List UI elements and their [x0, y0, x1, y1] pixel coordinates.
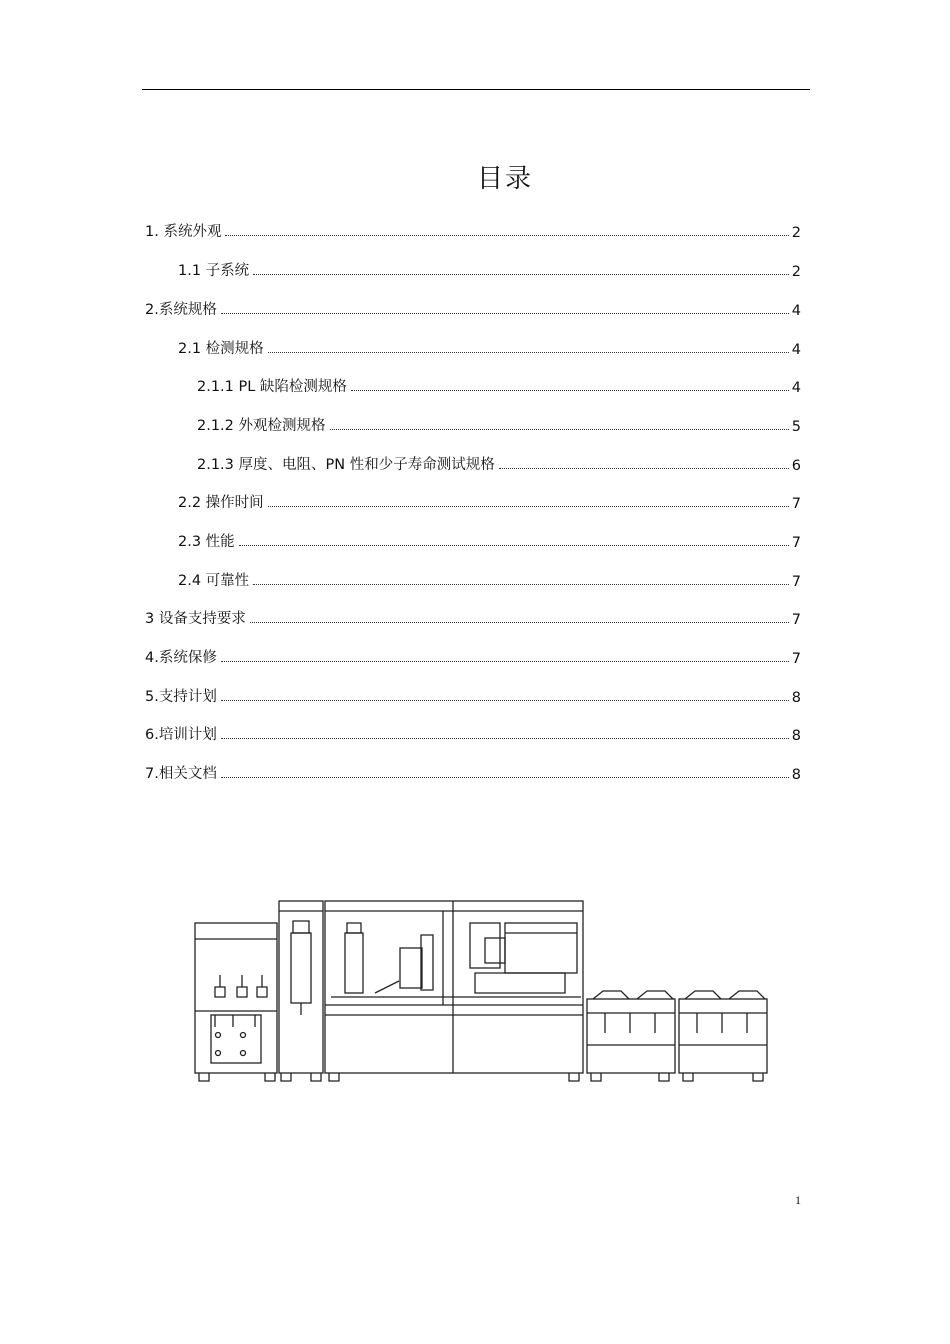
toc-leader-dots: [499, 467, 789, 469]
toc-leader-dots: [221, 312, 789, 314]
toc-leader-dots: [253, 583, 789, 585]
toc-entry-label: 2.2 操作时间: [178, 495, 264, 511]
toc-entry-page: 8: [791, 690, 801, 706]
toc-leader-dots: [268, 351, 789, 353]
toc-leader-dots: [330, 428, 789, 430]
toc-entry[interactable]: [197, 413, 801, 435]
toc-entry-label: 2.1.1 PL 缺陷检测规格: [197, 379, 347, 395]
toc-entry-page: 7: [791, 612, 801, 628]
page-number: 1: [795, 1193, 801, 1207]
toc-entry-label: 2.1 检测规格: [178, 341, 264, 357]
header-rule: [142, 89, 810, 90]
toc-entry-label: 6.培训计划: [145, 727, 217, 743]
toc-entry-page: 7: [791, 651, 801, 667]
toc-entry[interactable]: [145, 645, 801, 667]
toc-entry[interactable]: [145, 219, 801, 241]
toc-entry-label: 1.1 子系统: [178, 263, 250, 279]
toc-entry-page: 6: [791, 458, 801, 474]
toc-entry-label: 1. 系统外观: [145, 224, 222, 240]
toc-entry-label: 3 设备支持要求: [145, 611, 246, 627]
toc-entry-page: 7: [791, 535, 801, 551]
toc-entry-label: 2.3 性能: [178, 534, 235, 550]
toc-entry[interactable]: [197, 452, 801, 474]
toc-entry[interactable]: [145, 297, 801, 319]
toc-leader-dots: [221, 660, 789, 662]
toc-title: 目录: [476, 164, 533, 194]
toc-entry[interactable]: [145, 684, 801, 706]
toc-entry[interactable]: [145, 761, 801, 783]
toc-entry-page: 7: [791, 496, 801, 512]
toc-entry-page: 2: [791, 225, 801, 241]
toc-entry-label: 2.4 可靠性: [178, 573, 250, 589]
toc-leader-dots: [268, 505, 789, 507]
toc-entry-page: 2: [791, 264, 801, 280]
toc-entry-label: 4.系统保修: [145, 650, 217, 666]
toc-leader-dots: [250, 621, 789, 623]
toc-entry-label: 2.1.2 外观检测规格: [197, 418, 326, 434]
toc-leader-dots: [221, 737, 789, 739]
toc-leader-dots: [221, 776, 789, 778]
toc-entry-page: 8: [791, 767, 801, 783]
toc-entry-page: 4: [791, 342, 801, 358]
toc-leader-dots: [221, 699, 789, 701]
toc-entry[interactable]: [178, 529, 801, 551]
equipment-drawing: [185, 893, 775, 1088]
toc-entry-label: 7.相关文档: [145, 766, 217, 782]
toc-entry[interactable]: [197, 374, 801, 396]
toc-entry-label: 5.支持计划: [145, 689, 217, 705]
toc-entry-label: 2.系统规格: [145, 302, 217, 318]
toc-entry-page: 4: [791, 380, 801, 396]
toc-entry[interactable]: [178, 336, 801, 358]
toc-entry[interactable]: [178, 258, 801, 280]
toc-entry[interactable]: [178, 490, 801, 512]
toc-leader-dots: [225, 234, 788, 236]
toc-entry[interactable]: [178, 568, 801, 590]
toc-leader-dots: [351, 389, 789, 391]
toc-entry[interactable]: [145, 606, 801, 628]
toc-entry[interactable]: [145, 722, 801, 744]
toc-entry-page: 5: [791, 419, 801, 435]
toc-entry-page: 8: [791, 728, 801, 744]
toc-leader-dots: [239, 544, 789, 546]
toc-entry-page: 4: [791, 303, 801, 319]
toc-entry-page: 7: [791, 574, 801, 590]
toc-leader-dots: [253, 273, 789, 275]
toc-entry-label: 2.1.3 厚度、电阻、PN 性和少子寿命测试规格: [197, 457, 495, 473]
